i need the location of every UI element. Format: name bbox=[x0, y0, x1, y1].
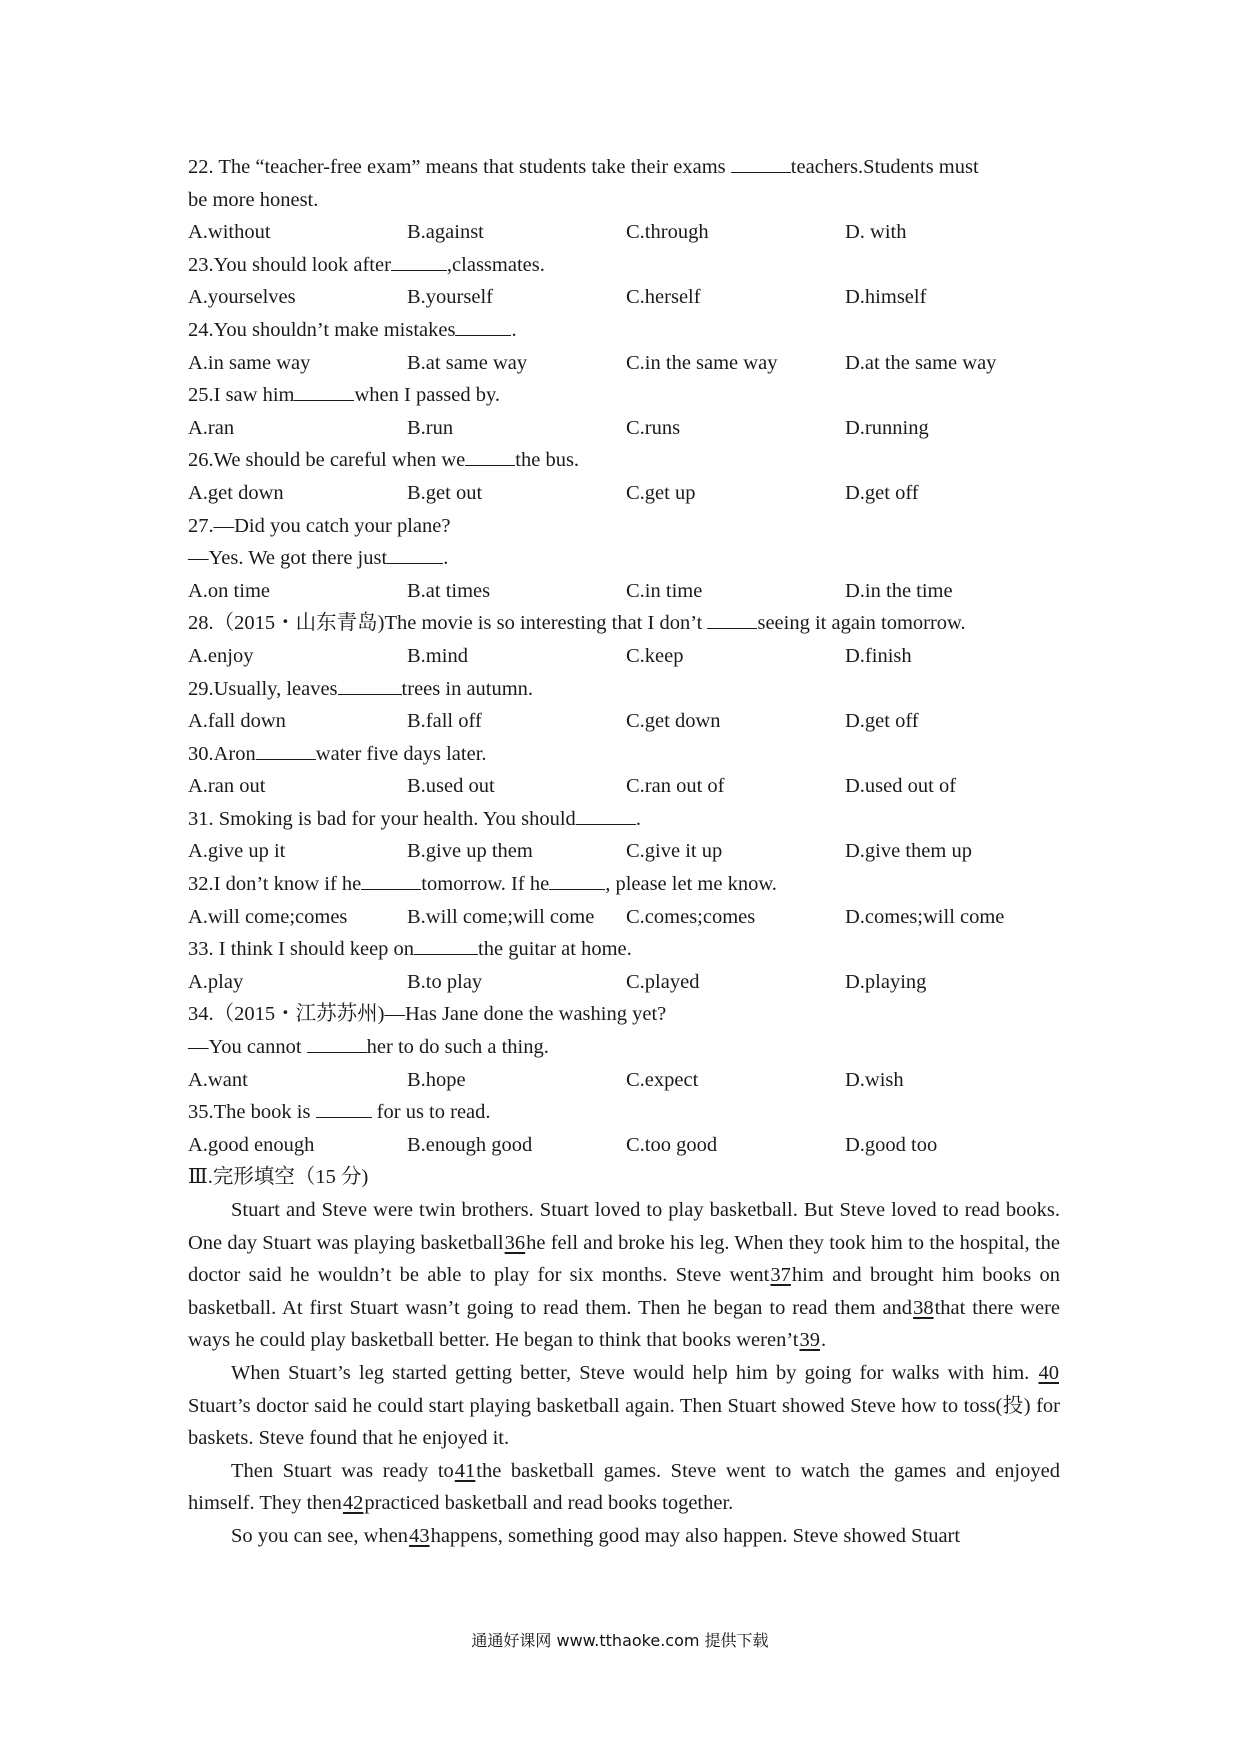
option: B.will come;will come bbox=[407, 905, 595, 928]
stem-text: trees in autumn. bbox=[401, 677, 534, 700]
stem-text: 28.（2015・山东青岛)The movie is so interesting that I don’t bbox=[188, 612, 708, 635]
option: D.comes;will come bbox=[845, 905, 1005, 928]
answer-blank bbox=[576, 804, 636, 825]
option: A.get down bbox=[188, 481, 284, 504]
stem-text: seeing it again tomorrow. bbox=[757, 612, 966, 635]
answer-blank bbox=[294, 380, 354, 401]
blank-number: 38 bbox=[913, 1296, 934, 1319]
option: D.himself bbox=[845, 286, 927, 309]
option: B.fall off bbox=[407, 710, 482, 733]
option: D.get off bbox=[845, 481, 919, 504]
passage-text: the basketball games. Steve went to watch the games and enjoyed himself. They then bbox=[188, 1459, 1060, 1515]
section-title bbox=[188, 1161, 1060, 1194]
blank-number: 41 bbox=[454, 1459, 476, 1482]
stem-text: . bbox=[511, 318, 517, 341]
options-row bbox=[188, 705, 1060, 738]
question-stem bbox=[188, 379, 1060, 412]
option: C.get down bbox=[626, 710, 721, 733]
options-row bbox=[188, 281, 1060, 314]
option: B.give up them bbox=[407, 840, 533, 863]
stem-text: when I passed by. bbox=[354, 384, 501, 407]
passage-text: When Stuart’s leg started getting better, Steve would help him by going for walks with him. bbox=[231, 1361, 1038, 1384]
answer-blank bbox=[549, 869, 605, 890]
option: C.played bbox=[626, 970, 700, 993]
option: B.to play bbox=[407, 970, 483, 993]
option: D.in the time bbox=[845, 579, 953, 602]
answer-blank bbox=[455, 315, 511, 336]
stem-text: tomorrow. If he bbox=[421, 873, 550, 896]
answer-blank bbox=[414, 934, 478, 955]
stem-text: 33. I think I should keep on bbox=[188, 938, 415, 961]
option: C.give it up bbox=[626, 840, 723, 863]
option: C.keep bbox=[626, 644, 684, 667]
option: C.in time bbox=[626, 579, 703, 602]
option: D.get off bbox=[845, 710, 919, 733]
stem-text: ,classmates. bbox=[446, 253, 545, 276]
stem-text: teachers.Students must bbox=[790, 156, 979, 178]
stem-text: 30.Aron bbox=[188, 742, 256, 765]
footer-text: 通通好课网 www.tthaoke.com 提供下载 bbox=[471, 1631, 769, 1650]
option: C.comes;comes bbox=[626, 905, 756, 928]
option: A.fall down bbox=[188, 710, 286, 733]
blank-number: 37 bbox=[770, 1264, 791, 1287]
option: D.playing bbox=[845, 970, 927, 993]
option: A.want bbox=[188, 1068, 248, 1091]
blank-number: 39 bbox=[799, 1329, 820, 1352]
answer-blank bbox=[707, 608, 757, 629]
stem-text: the bus. bbox=[515, 449, 580, 472]
stem-text: . bbox=[443, 547, 449, 570]
passage-text: Then Stuart was ready to bbox=[231, 1459, 454, 1482]
option: C.too good bbox=[626, 1133, 718, 1156]
passage-text: So you can see, when bbox=[231, 1524, 409, 1547]
page-footer bbox=[0, 1628, 1240, 1651]
passage-text: Stuart’s doctor said he could start playing basketball again. Then Stuart showed Steve how to toss(投) for baskets. Steve found that he enjoyed it. bbox=[188, 1394, 1060, 1450]
stem-text: 29.Usually, leaves bbox=[188, 677, 338, 700]
answer-blank bbox=[361, 869, 421, 890]
option: C.get up bbox=[626, 481, 696, 504]
option: A.enjoy bbox=[188, 644, 254, 667]
stem-text: 27.—Did you catch your plane? bbox=[188, 514, 451, 537]
option: D.running bbox=[845, 416, 929, 439]
exam-page bbox=[188, 151, 1060, 1553]
stem-text: 23.You should look after bbox=[188, 253, 391, 276]
options-row bbox=[188, 1064, 1060, 1097]
option: C.herself bbox=[626, 286, 701, 309]
stem-text: water five days later. bbox=[315, 742, 487, 765]
passage-text: that there were ways he could play basketball better. He began to think that books weren’t bbox=[188, 1296, 1061, 1352]
question-stem bbox=[188, 1096, 1060, 1129]
question-stem bbox=[188, 314, 1060, 347]
option: D.used out of bbox=[845, 775, 957, 798]
option: B.at same way bbox=[407, 351, 528, 374]
passage-text: he fell and broke his leg. When they took him to the hospital, the doctor said he wouldn’t be able to play for six months. Steve went bbox=[188, 1231, 1060, 1287]
question-stem bbox=[188, 542, 1060, 575]
stem-text: —You cannot bbox=[188, 1036, 307, 1059]
stem-text: 22. The “teacher-free exam” means that students take their exams bbox=[188, 156, 731, 178]
option: B.hope bbox=[407, 1068, 466, 1091]
blank-number: 40 bbox=[1038, 1361, 1059, 1384]
option: A.ran bbox=[188, 416, 235, 439]
option: A.in same way bbox=[188, 351, 311, 374]
option: D. with bbox=[845, 221, 907, 244]
option: C.through bbox=[626, 221, 709, 244]
question-stem bbox=[188, 510, 1060, 543]
options-row bbox=[188, 477, 1060, 510]
option: D.good too bbox=[845, 1133, 938, 1156]
stem-text: 26.We should be careful when we bbox=[188, 449, 466, 472]
answer-blank bbox=[256, 739, 316, 760]
passage-paragraph bbox=[188, 1520, 1060, 1553]
option: B.yourself bbox=[407, 286, 493, 309]
option: B.against bbox=[407, 221, 484, 244]
answer-blank bbox=[307, 1032, 367, 1053]
options-row bbox=[188, 640, 1060, 673]
option: A.ran out bbox=[188, 775, 266, 798]
option: A.without bbox=[188, 221, 271, 244]
option: A.on time bbox=[188, 579, 270, 602]
option: A.yourselves bbox=[188, 286, 296, 309]
stem-text: 24.You shouldn’t make mistakes bbox=[188, 318, 456, 341]
answer-blank bbox=[387, 543, 443, 564]
option: D.at the same way bbox=[845, 351, 997, 374]
blank-number: 42 bbox=[342, 1492, 364, 1515]
stem-text: , please let me know. bbox=[605, 873, 777, 896]
answer-blank bbox=[465, 445, 515, 466]
blank-number: 43 bbox=[409, 1524, 430, 1547]
stem-text: 35.The book is bbox=[188, 1101, 316, 1124]
option: B.enough good bbox=[407, 1133, 533, 1156]
question-stem bbox=[188, 738, 1060, 771]
answer-blank bbox=[338, 674, 402, 695]
passage-text: practiced basketball and read books together. bbox=[364, 1492, 734, 1515]
passage-text: Stuart and Steve were twin brothers. Stuart loved to play basketball. But Steve loved to read books. One day Stuart was playing basketball bbox=[188, 1199, 1060, 1254]
question-stem bbox=[188, 803, 1060, 836]
question-stem bbox=[188, 607, 1060, 640]
option: D.give them up bbox=[845, 840, 972, 863]
option: C.runs bbox=[626, 416, 681, 439]
passage-paragraph bbox=[188, 1357, 1060, 1455]
passage-text: . bbox=[820, 1329, 827, 1352]
stem-text: be more honest. bbox=[188, 188, 319, 211]
option: A.good enough bbox=[188, 1133, 315, 1156]
option: C.ran out of bbox=[626, 775, 725, 798]
question-stem bbox=[188, 151, 1060, 184]
stem-text: 25.I saw him bbox=[188, 384, 295, 407]
options-row bbox=[188, 575, 1060, 608]
stem-text: the guitar at home. bbox=[478, 938, 632, 961]
options-row bbox=[188, 901, 1060, 934]
option: D.finish bbox=[845, 644, 912, 667]
stem-text: 32.I don’t know if he bbox=[188, 873, 362, 896]
options-row bbox=[188, 412, 1060, 445]
options-row bbox=[188, 966, 1060, 999]
option: B.mind bbox=[407, 644, 468, 667]
option: A.play bbox=[188, 970, 244, 993]
question-stem bbox=[188, 444, 1060, 477]
passage-paragraph bbox=[188, 1194, 1060, 1357]
question-stem bbox=[188, 1031, 1060, 1064]
answer-blank bbox=[391, 250, 447, 271]
option: D.wish bbox=[845, 1068, 904, 1091]
question-stem bbox=[188, 933, 1060, 966]
options-row bbox=[188, 347, 1060, 380]
question-stem bbox=[188, 998, 1060, 1031]
option: B.run bbox=[407, 416, 454, 439]
question-stem bbox=[188, 673, 1060, 706]
option: C.in the same way bbox=[626, 351, 778, 374]
option: A.give up it bbox=[188, 840, 286, 863]
stem-text: —Yes. We got there just bbox=[188, 547, 388, 570]
passage-text: happens, something good may also happen. Steve showed Stuart bbox=[430, 1524, 961, 1547]
options-row bbox=[188, 770, 1060, 803]
section-title-text: Ⅲ.完形填空（15 分) bbox=[188, 1166, 369, 1189]
question-stem bbox=[188, 184, 1060, 217]
answer-blank bbox=[316, 1097, 372, 1118]
question-stem bbox=[188, 249, 1060, 282]
blank-number: 36 bbox=[504, 1231, 526, 1254]
stem-text: for us to read. bbox=[371, 1101, 491, 1124]
options-row bbox=[188, 835, 1060, 868]
stem-text: her to do such a thing. bbox=[366, 1036, 549, 1059]
option: B.at times bbox=[407, 579, 491, 602]
passage-text: him and brought him books on basketball. At first Stuart wasn’t going to read them. Then he began to read them and bbox=[188, 1264, 1060, 1319]
options-row bbox=[188, 1129, 1060, 1162]
options-row bbox=[188, 216, 1060, 249]
passage-paragraph bbox=[188, 1455, 1060, 1520]
option: A.will come;comes bbox=[188, 905, 348, 928]
option: B.used out bbox=[407, 775, 495, 798]
answer-blank bbox=[731, 152, 791, 173]
question-stem bbox=[188, 868, 1060, 901]
stem-text: . bbox=[635, 807, 641, 830]
option: C.expect bbox=[626, 1068, 699, 1091]
option: B.get out bbox=[407, 481, 483, 504]
stem-text: 34.（2015・江苏苏州)—Has Jane done the washing yet? bbox=[188, 1003, 667, 1026]
stem-text: 31. Smoking is bad for your health. You should bbox=[188, 807, 576, 830]
